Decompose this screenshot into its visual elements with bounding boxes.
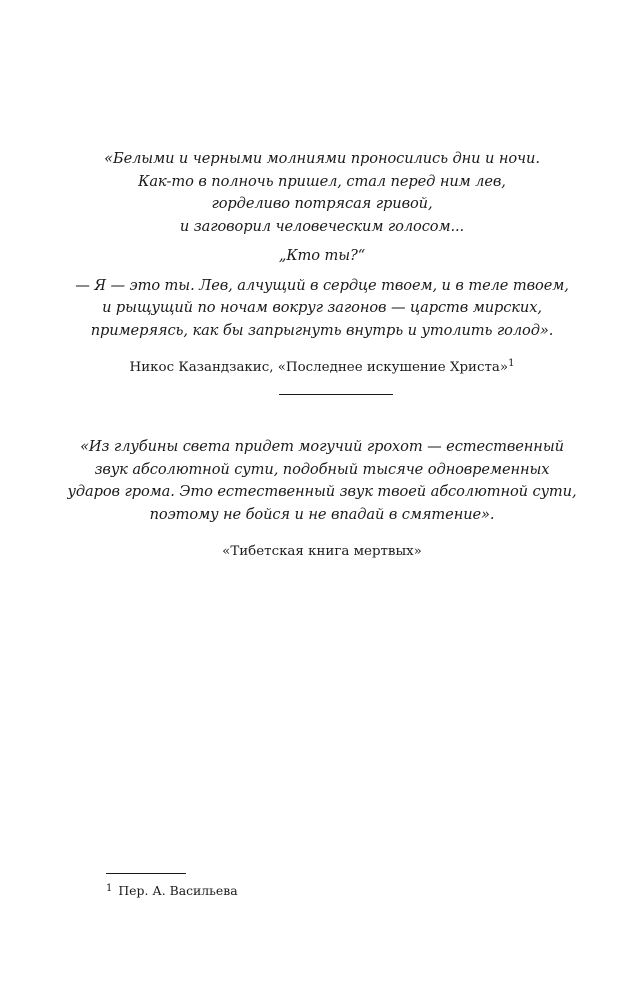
epigraph-attribution: «Тибетская книга мертвых» [222, 544, 422, 559]
footnote [106, 882, 238, 900]
footnote-marker: 1 [106, 883, 113, 894]
quote-line-question: „Кто ты?“ [278, 247, 366, 264]
footnote-text: Пер. А. Васильева [118, 883, 238, 898]
footnote-rule [106, 873, 186, 874]
quote-line: и рыщущий по ночам вокруг загонов — царств мирских, [102, 299, 542, 316]
quote-line: «Из глубины света придет могучий грохот — естественный [80, 438, 564, 455]
quote-line: горделиво потрясая гривой, [211, 195, 433, 212]
quote-line: ударов грома. Это естественный звук твоей абсолютной сути, [67, 483, 577, 500]
section-separator [279, 394, 393, 395]
epigraph-tibetan-book [0, 436, 644, 562]
quote-line: поэтому не бойся и не впадай в смятение». [149, 505, 495, 523]
quote-line: «Белыми и черными молниями проносились дни и ночи. [104, 150, 540, 167]
epigraph-attribution [0, 358, 644, 378]
epigraph-kazantzakis [0, 148, 644, 378]
quote-line: Как-то в полночь пришел, стал перед ним лев, [138, 172, 506, 190]
footnote-reference: 1 [508, 358, 515, 369]
quote-line: и заговорил человеческим голосом... [179, 217, 465, 235]
quote-line: — Я — это ты. Лев, алчущий в сердце твоем, и в теле твоем, [75, 276, 569, 294]
quote-line: звук абсолютной сути, подобный тысяче одновременных [94, 460, 550, 478]
quote-line: примеряясь, как бы запрыгнуть внутрь и утолить голод». [90, 321, 554, 339]
attribution-text: Никос Казандзакис, «Последнее искушение Христа» [129, 360, 509, 375]
